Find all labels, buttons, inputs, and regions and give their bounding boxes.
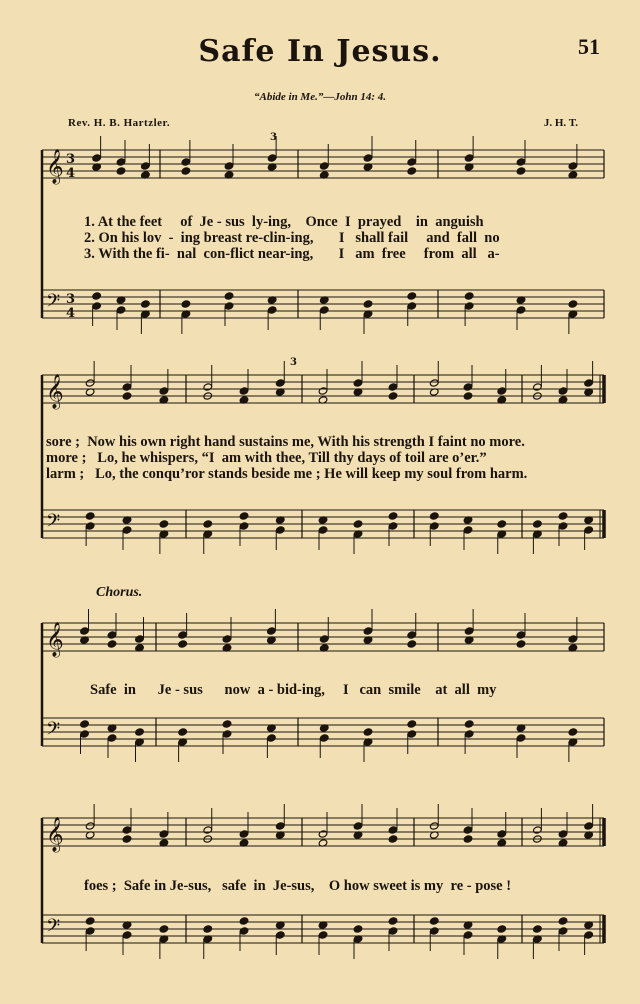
note-head [318, 931, 328, 939]
note-head [463, 526, 473, 534]
note-head [107, 631, 117, 639]
note-head [558, 387, 568, 395]
note-head [178, 728, 188, 736]
bass-clef-icon: 𝄢 [46, 511, 61, 536]
note-head [318, 387, 328, 395]
note-head [388, 383, 398, 391]
note-head [558, 917, 568, 925]
time-signature-top: 3 [66, 292, 76, 307]
note-head [203, 826, 213, 834]
note-head [122, 931, 132, 939]
note-head [122, 383, 132, 391]
lyric-line: more ; Lo, he whispers, “I am with thee, Till thy days of toil are o’er.” [46, 450, 487, 466]
note-head [319, 306, 329, 314]
note-head [584, 379, 594, 387]
note-head [558, 830, 568, 838]
note-head [464, 302, 474, 310]
lyric-line: Safe in Je - sus now a - bid-ing, I can smile at all my [90, 682, 497, 698]
note-head [568, 300, 578, 308]
note-head [407, 158, 417, 166]
note-head [497, 830, 507, 838]
note-head [388, 927, 398, 935]
lyric-line: 2. On his lov - ing breast re-clin-ing, I shall fail and fall no [84, 230, 500, 246]
note-head [222, 635, 232, 643]
bass-clef-icon: 𝄢 [46, 719, 61, 744]
note-head [159, 387, 169, 395]
note-head [80, 720, 90, 728]
note-head [463, 835, 473, 843]
note-head [319, 734, 329, 742]
note-head [239, 512, 249, 520]
note-head [319, 635, 329, 643]
note-head [178, 631, 188, 639]
note-head [407, 167, 417, 175]
note-head [388, 826, 398, 834]
note-head [464, 292, 474, 300]
composer-credit: J. H. T. [543, 117, 578, 129]
treble-clef-icon: 𝄞 [46, 622, 64, 657]
note-head [122, 526, 132, 534]
note-head [275, 822, 285, 830]
note-head [463, 931, 473, 939]
note-head [463, 826, 473, 834]
note-head [429, 379, 439, 387]
note-head [464, 720, 474, 728]
note-head [85, 822, 95, 830]
chorus-label: Chorus. [96, 585, 143, 600]
note-head [568, 635, 578, 643]
note-head [85, 917, 95, 925]
note-head [203, 925, 213, 933]
note-head [318, 830, 328, 838]
note-head [558, 512, 568, 520]
note-head [275, 526, 285, 534]
note-head [178, 640, 188, 648]
note-head [224, 162, 234, 170]
hymn-title: Safe In Jesus. [198, 34, 442, 69]
note-head [429, 822, 439, 830]
note-head [407, 640, 417, 648]
note-head [353, 822, 363, 830]
note-head [363, 728, 373, 736]
note-head [203, 383, 213, 391]
note-head [353, 925, 363, 933]
note-head [363, 154, 373, 162]
note-head [107, 640, 117, 648]
note-head [464, 154, 474, 162]
note-head [116, 167, 126, 175]
lyric-line: sore ; Now his own right hand sustains me, With his strength I faint no more. [46, 434, 525, 450]
note-head [363, 627, 373, 635]
note-head [141, 162, 151, 170]
note-head [464, 627, 474, 635]
note-head [388, 917, 398, 925]
note-head [159, 925, 169, 933]
note-head [80, 627, 90, 635]
note-head [497, 520, 507, 528]
note-head [429, 917, 439, 925]
note-head [388, 392, 398, 400]
note-head [497, 387, 507, 395]
note-head [464, 730, 474, 738]
note-head [516, 631, 526, 639]
lyric-line: larm ; Lo, the conqu’ror stands beside me ; He will keep my soul from harm. [46, 466, 528, 482]
note-head [181, 300, 191, 308]
note-head [159, 520, 169, 528]
note-head [222, 720, 232, 728]
note-head [533, 925, 543, 933]
note-head [85, 522, 95, 530]
note-head [558, 927, 568, 935]
treble-clef-icon: 𝄞 [46, 374, 64, 409]
lyricist-credit: Rev. H. B. Hartzler. [68, 117, 171, 129]
note-head [558, 522, 568, 530]
note-head [239, 917, 249, 925]
note-head [584, 526, 594, 534]
triplet-mark: 3 [270, 132, 277, 143]
time-signature-bottom: 4 [66, 166, 76, 181]
note-head [584, 822, 594, 830]
note-head [224, 302, 234, 310]
note-head [267, 734, 277, 742]
note-head [429, 522, 439, 530]
note-head [318, 526, 328, 534]
note-head [516, 640, 526, 648]
lyric-line: 3. With the fi- nal con-flict near-ing, I am free from all a- [84, 246, 500, 262]
triplet-mark: 3 [290, 357, 297, 368]
note-head [85, 379, 95, 387]
note-head [275, 931, 285, 939]
note-head [239, 927, 249, 935]
note-head [388, 835, 398, 843]
note-head [222, 730, 232, 738]
lyric-line: foes ; Safe in Je-sus, safe in Je-sus, O how sweet is my re - pose ! [84, 878, 512, 894]
note-head [267, 627, 277, 635]
note-head [516, 306, 526, 314]
note-head [568, 162, 578, 170]
note-head [224, 292, 234, 300]
note-head [429, 927, 439, 935]
note-head [239, 387, 249, 395]
note-head [463, 383, 473, 391]
note-head [388, 522, 398, 530]
note-head [407, 292, 417, 300]
bass-clef-icon: 𝄢 [46, 916, 61, 941]
note-head [135, 635, 145, 643]
note-head [141, 300, 151, 308]
note-head [516, 167, 526, 175]
note-head [533, 520, 543, 528]
note-head [181, 158, 191, 166]
note-head [122, 835, 132, 843]
note-head [267, 154, 277, 162]
lyric-line: 1. At the feet of Je - sus ly-ing, Once I prayed in anguish [84, 214, 484, 230]
note-head [319, 162, 329, 170]
note-head [181, 167, 191, 175]
note-head [275, 379, 285, 387]
note-head [107, 734, 117, 742]
page-number: 51 [578, 34, 600, 59]
time-signature-top: 3 [66, 152, 76, 167]
bass-clef-icon: 𝄢 [46, 291, 61, 316]
note-head [135, 728, 145, 736]
note-head [122, 826, 132, 834]
note-head [463, 392, 473, 400]
scripture-reference: “Abide in Me.”—John 14: 4. [253, 91, 386, 103]
note-head [353, 520, 363, 528]
note-head [239, 830, 249, 838]
note-head [516, 734, 526, 742]
note-head [388, 512, 398, 520]
note-head [533, 826, 543, 834]
note-head [92, 154, 102, 162]
note-head [363, 300, 373, 308]
time-signature-bottom: 4 [66, 306, 76, 321]
note-head [116, 306, 126, 314]
note-head [122, 392, 132, 400]
note-head [407, 720, 417, 728]
note-head [267, 306, 277, 314]
note-head [92, 292, 102, 300]
note-head [239, 522, 249, 530]
treble-clef-icon: 𝄞 [46, 149, 64, 184]
note-head [85, 927, 95, 935]
note-head [159, 830, 169, 838]
note-head [568, 728, 578, 736]
note-head [407, 631, 417, 639]
note-head [80, 730, 90, 738]
note-head [497, 925, 507, 933]
note-head [584, 931, 594, 939]
note-head [407, 730, 417, 738]
note-head [116, 158, 126, 166]
note-head [92, 302, 102, 310]
note-head [353, 379, 363, 387]
note-head [203, 520, 213, 528]
note-head [429, 512, 439, 520]
note-head [533, 383, 543, 391]
treble-clef-icon: 𝄞 [46, 817, 64, 852]
note-head [85, 512, 95, 520]
note-head [407, 302, 417, 310]
note-head [516, 158, 526, 166]
